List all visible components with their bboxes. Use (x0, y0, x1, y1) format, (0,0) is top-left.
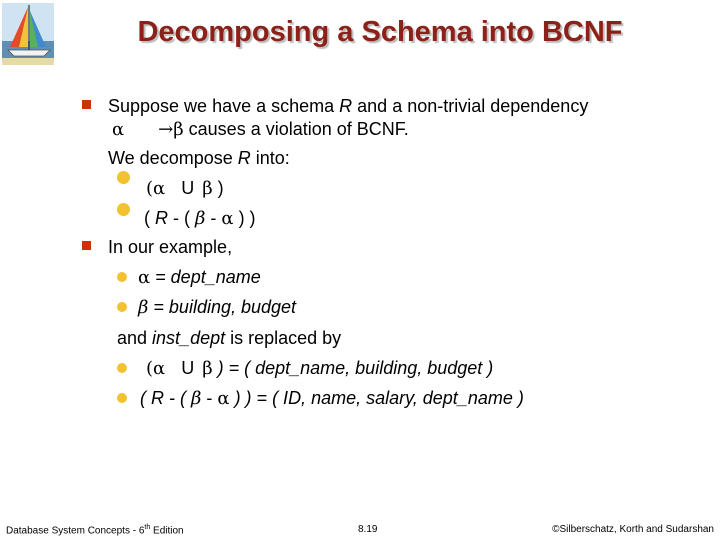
dot-bullet-icon (117, 272, 127, 282)
dot-bullet-icon (117, 302, 127, 312)
text-line-1: Suppose we have a schema R and a non-trivial dependency (108, 96, 589, 116)
replacement-part-2: ( R - ( β - α ) ) = ( ID, name, salary, dept_name ) (140, 388, 524, 409)
replacement-intro: and inst_dept is replaced by (117, 328, 342, 348)
decomposition-part-1: (α U β ) (146, 178, 224, 199)
example-intro: In our example, (108, 237, 233, 257)
square-bullet-icon (82, 241, 91, 250)
dot-bullet-icon (117, 171, 130, 184)
footer-left: Database System Concepts - 6th Edition (6, 524, 184, 537)
square-bullet-icon (82, 100, 91, 109)
slide-title: Decomposing a Schema into BCNF (137, 16, 623, 48)
dot-bullet-icon (117, 363, 127, 373)
dot-bullet-icon (117, 393, 127, 403)
dot-bullet-icon (117, 203, 130, 216)
decomposition-part-2: ( R - ( β - α ) ) (144, 208, 256, 229)
example-beta: β = building, budget (138, 297, 297, 318)
dependency-line: α →β causes a violation of BCNF. (112, 119, 409, 140)
decompose-line: We decompose R into: (108, 148, 290, 168)
example-alpha: α = dept_name (138, 267, 261, 288)
footer-page-number: 8.19 (358, 524, 378, 535)
replacement-part-1: (α U β ) = ( dept_name, building, budget ) (146, 358, 494, 379)
footer-copyright: ©Silberschatz, Korth and Sudarshan (552, 524, 714, 535)
